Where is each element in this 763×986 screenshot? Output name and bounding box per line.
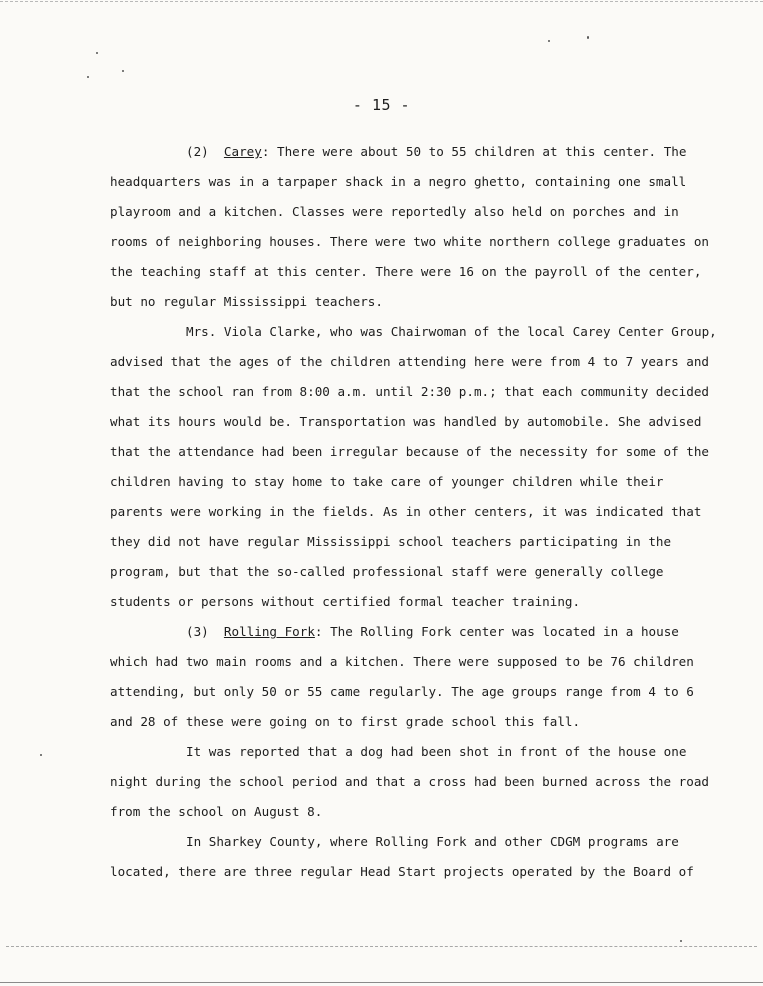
section-heading-carey: Carey [223, 144, 262, 159]
paragraph-text: : The Rolling Fork center was located in a house which had two main rooms and a kitchen. There were supposed to be 76 children attending, but only 50 or 55 came regularly. The age groups range from 4 to 6 and 28 of these were going on to first grade school this fall. [110, 624, 694, 729]
paragraph-text: Mrs. Viola Clarke, who was Chairwoman of the local Carey Center Group, advised that the ages of the children attending here were from 4 to 7 years and that the school ran from 8:00 a.m. until 2:30 p.m.; that each community decided what its hours would be. Transportation was handled by automobile. She advised that the attendance had been irregular because of the necessity for some of the children having to stay home to take care of younger children while their parents were working in the fields. As in other centers, it was indicated that they did not have regular Mississippi school teachers participating in the program, but that the so-called professional staff were generally college students or persons without certified formal teacher training. [110, 324, 717, 609]
scan-speck [87, 76, 89, 78]
paragraph-text: : There were about 50 to 55 children at this center. The headquarters was in a tarpaper shack in a negro ghetto, containing one small playroom and a kitchen. Classes were reportedly also held on porches and in rooms of neighboring houses. There were two white northern college graduates on the teaching staff at this center. There were 16 on the payroll of the center, but no regular Mississippi teachers. [110, 144, 709, 309]
page-number: - 15 - [352, 96, 411, 114]
paragraph-text: It was reported that a dog had been shot in front of the house one night during the school period and that a cross had been burned across the road from the school on August 8. [110, 744, 709, 819]
scan-speck [548, 40, 550, 42]
paragraph-text: In Sharkey County, where Rolling Fork and other CDGM programs are located, there are three regular Head Start projects operated by the Board of [110, 834, 694, 879]
section-heading-rolling-fork: Rolling Fork [223, 624, 315, 639]
top-edge-line [0, 1, 763, 2]
scan-speck [40, 754, 42, 756]
paragraph-dog-incident [110, 737, 722, 827]
paragraph-label: (3) [186, 624, 209, 639]
body-text [110, 137, 722, 887]
bottom-edge-line [6, 946, 757, 947]
scan-speck [680, 940, 682, 942]
paragraph-rolling-fork [110, 617, 722, 737]
bottom-border-line [0, 982, 763, 983]
paragraph-sharkey-county [110, 827, 722, 887]
scan-speck [96, 52, 98, 54]
scan-speck [587, 36, 589, 39]
paragraph-label: (2) [186, 144, 209, 159]
scan-speck [122, 70, 124, 72]
paragraph-clarke [110, 317, 722, 617]
paragraph-carey [110, 137, 722, 317]
